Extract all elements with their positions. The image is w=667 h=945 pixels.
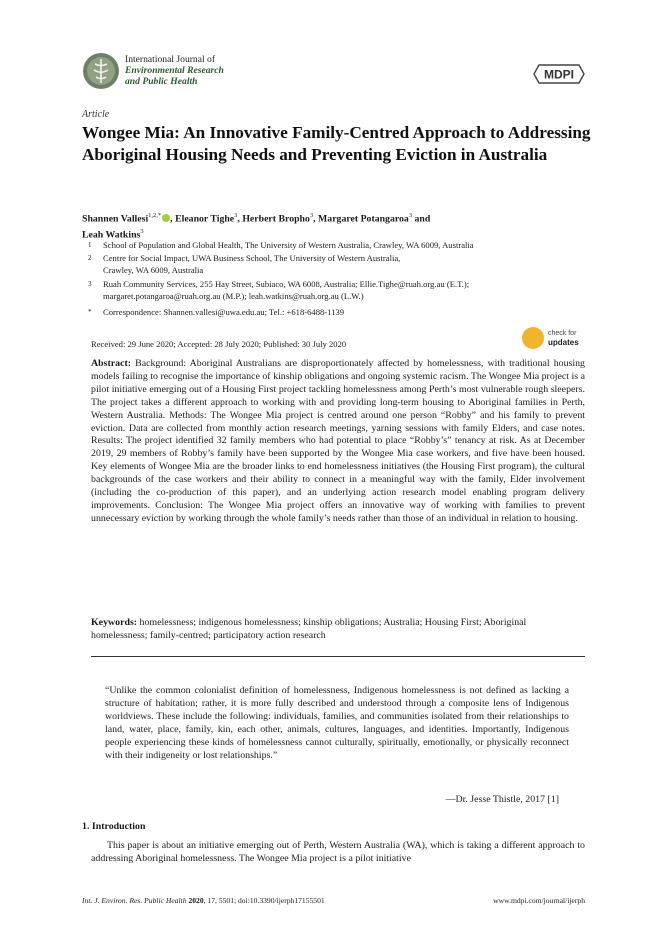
footer-citation: Int. J. Environ. Res. Public Health 2020, 17, 5501; doi:10.3390/ijerph17155501 bbox=[82, 896, 325, 905]
author-affil: 3 bbox=[408, 212, 413, 219]
mdpi-logo-icon bbox=[533, 61, 585, 87]
author-affil: 1,2,* bbox=[148, 212, 162, 219]
author-name: Shannen Vallesi bbox=[82, 213, 149, 225]
check-for-updates-button[interactable]: check for updates bbox=[522, 327, 584, 351]
author-name: Herbert Bropho bbox=[242, 213, 310, 225]
keywords-label: Keywords: bbox=[91, 617, 138, 628]
journal-name bbox=[125, 54, 224, 87]
author-list: Shannen Vallesi$^{1,2,*}$ , Eleanor Tighe$^3$, Herbert Bropho$^3$, Margaret Potangaroa$^3$ and Leah Watkins$^3$ bbox=[82, 212, 431, 241]
section-heading: 1. Introduction bbox=[82, 821, 146, 832]
abstract bbox=[91, 358, 585, 526]
journal-name-line1: International Journal of bbox=[125, 54, 216, 65]
footer-journal-url[interactable]: www.mdpi.com/journal/ijerph bbox=[493, 896, 585, 905]
introduction-text: This paper is about an initiative emerging out of Perth, Western Australia (WA), which is taking a different approach to addressing Aboriginal homelessness. The Wongee Mia project is a pilot initiative bbox=[91, 840, 585, 864]
affiliation: 1 School of Population and Global Health, The University of Western Australia, Crawley, WA 6009, Australia bbox=[88, 240, 474, 250]
author-name: Margaret Potangaroa bbox=[318, 213, 409, 225]
orcid-icon[interactable] bbox=[162, 214, 170, 222]
article-title: Wongee Mia: An Innovative Family-Centred Approach to Addressing Aboriginal Housing Needs and Preventing Eviction in Australia bbox=[82, 123, 591, 164]
epigraph-citation[interactable]: —Dr. Jesse Thistle, 2017 [1] bbox=[445, 794, 559, 805]
author-name: Leah Watkins bbox=[82, 229, 141, 241]
article-type: Article bbox=[82, 109, 110, 120]
affiliation: 3 Ruah Community Services, 255 Hay Street, Subiaco, WA 6008, Australia; Ellie.Tighe@ruah.org.au (E.T.); margaret.potangaroa@ruah.org.au (M.P.); leah.watkins@ruah.org.au (L.W.) bbox=[88, 279, 470, 301]
abstract-text: Background: Aboriginal Australians are disproportionately affected by homelessness, with traditional housing models failing to recognise the importance of kinship obligations and ongoing systemic racism. The Wongee Mia project is a pilot initiative emerging out of a Housing First project tackling homelessness among Perth’s most vulnerable rough sleepers. The project takes a different approach to working with and providing long-term housing to Aboriginal families in Perth, Western Australia. Methods: The Wongee Mia project is centred around one person “Robby” and his family to prevent eviction. Data are collected from monthly action research meetings, yarning sessions with family Elders, and case notes. Results: The project identified 32 family members who had potential to place “Robby’s” tenancy at risk. As at December 2019, 29 members of Robby’s family have been supported by the Wongee Mia case workers, and five have been housed. Key elements of Wongee Mia are the broader links to end homelessness initiatives (the Housing First program), the cultural backgrounds of the case workers and their ability to connect in a meaningful way with the family, Elder involvement (including the co-production of this paper), and an underlying action research model enabling program delivery improvements. Conclusion: The Wongee Mia project offers an innovative way of working with families to prevent unnecessary eviction by working through the whole family’s needs rather than those of an individual in relation to housing. bbox=[91, 358, 585, 524]
abstract-label: Abstract: bbox=[91, 358, 132, 369]
epigraph-quote: “Unlike the common colonialist definition of homelessness, Indigenous homelessness is not defined as lacking a structure of habitation; rather, it is more fully described and understood through a composite lens of Indigenous worldviews. These include the following: individuals, families, and communities isolated from their relationships to land, water, place, family, kin, each other, animals, cultures, languages, and identities. Importantly, Indigenous people experiencing these kinds of homelessness cannot culturally, spiritually, emotionally, or physically reconnect with their indigeneity or lost relationships.” bbox=[105, 685, 569, 761]
check-updates-icon bbox=[522, 327, 544, 349]
author-affil: 3 bbox=[140, 228, 144, 236]
correspondence: * Correspondence: Shannen.vallesi@uwa.edu.au; Tel.: +618-6488-1139 bbox=[88, 307, 345, 317]
divider bbox=[91, 656, 585, 657]
keywords-text: homelessness; indigenous homelessness; kinship obligations; Australia; Housing First; Aboriginal homelessness; family-centred; participatory action research bbox=[91, 617, 527, 641]
journal-name-line3: and Public Health bbox=[125, 76, 198, 87]
author-name: Eleanor Tighe bbox=[175, 213, 235, 225]
author-affil: 3 bbox=[234, 212, 238, 219]
author-affil: 3 bbox=[309, 212, 314, 219]
affiliation: 2 Centre for Social Impact, UWA Business School, The University of Western Australia, Crawley, WA 6009, Australia bbox=[88, 253, 401, 275]
publication-dates: Received: 29 June 2020; Accepted: 28 July 2020; Published: 30 July 2020 bbox=[91, 339, 347, 349]
journal-logo-icon bbox=[82, 52, 120, 90]
publisher-name: MDPI bbox=[544, 67, 574, 82]
journal-name-line2: Environmental Research bbox=[125, 65, 224, 76]
keywords bbox=[91, 617, 585, 643]
